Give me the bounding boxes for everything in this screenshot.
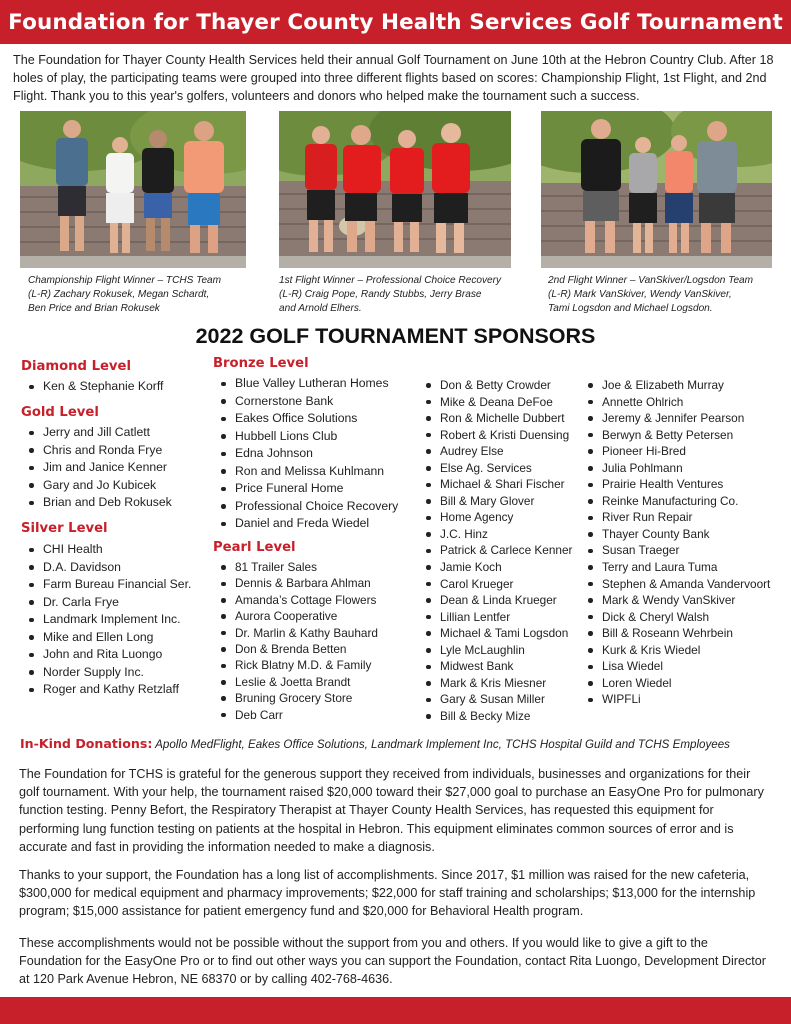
sponsor-list-item: Kurk & Kris Wiedel — [582, 642, 770, 659]
caption-line: and Arnold Elhers. — [279, 303, 362, 315]
sponsor-list-item: WIPFLi — [582, 691, 770, 708]
sponsor-list-item: Ron & Michelle Dubbert — [420, 410, 572, 427]
intro-paragraph: The Foundation for Thayer County Health Services held their annual Golf Tournament on June 10th at the Hebron Country Club. After 18 holes of play, the participating teams were grouped into three different flights based on scores: Championship Flight, 1st Flight, and 2nd Flight. Thank you to this year's golfers, volunteers and donors who helped make the tournament such a success. — [13, 53, 774, 103]
sponsor-list-item: Mark & Kris Miesner — [420, 675, 572, 692]
sponsor-list-item: Thayer County Bank — [582, 526, 770, 543]
sponsor-list-item: Roger and Kathy Retzlaff — [23, 681, 191, 699]
sponsor-list-item: Aurora Cooperative — [215, 608, 378, 624]
sponsor-list-item: Gary and Jo Kubicek — [23, 477, 172, 495]
sponsor-list-item: Price Funeral Home — [215, 480, 398, 498]
sponsor-list-item: Pioneer Hi-Bred — [582, 443, 770, 460]
sponsor-list-item: Robert & Kristi Duensing — [420, 427, 572, 444]
in-kind-donations — [20, 736, 730, 751]
sponsor-list-item: Dennis & Barbara Ahlman — [215, 575, 378, 591]
caption-line: 1st Flight Winner – Professional Choice Recovery — [279, 275, 502, 286]
sponsor-list-item: Mike and Ellen Long — [23, 629, 191, 647]
sponsor-list-item: Michael & Shari Fischer — [420, 476, 572, 493]
sponsor-list-item: Gary & Susan Miller — [420, 691, 572, 708]
sponsor-list-item: Lillian Lentfer — [420, 609, 572, 626]
caption-line: Ben Price and Brian Rokusek — [28, 303, 160, 315]
sponsor-list-item: Eakes Office Solutions — [215, 410, 398, 428]
sponsor-list-item: Carol Krueger — [420, 576, 572, 593]
sponsor-list-item: Ken & Stephanie Korff — [23, 378, 163, 396]
sponsor-list-item: Michael & Tami Logsdon — [420, 625, 572, 642]
bronze-sponsor-list — [215, 375, 398, 533]
sponsor-list-item: Home Agency — [420, 509, 572, 526]
sponsor-list-item: Jim and Janice Kenner — [23, 459, 172, 477]
gold-sponsor-list — [23, 424, 172, 512]
sponsor-list-item: Jerry and Jill Catlett — [23, 424, 172, 442]
first-flight-team-photo — [279, 111, 511, 268]
sponsor-list-item: Dr. Marlin & Kathy Bauhard — [215, 625, 378, 641]
sponsor-list-item: Ron and Melissa Kuhlmann — [215, 463, 398, 481]
sponsor-list-item: Bruning Grocery Store — [215, 690, 378, 706]
championship-caption — [28, 274, 260, 317]
sponsor-list-item: Berwyn & Betty Petersen — [582, 427, 770, 444]
bronze-level-heading: Bronze Level — [213, 356, 309, 371]
sponsor-list-item: Dick & Cheryl Walsh — [582, 609, 770, 626]
sponsor-list-item: Prairie Health Ventures — [582, 476, 770, 493]
sponsor-list-item: Professional Choice Recovery — [215, 498, 398, 516]
sponsor-list-item: Dean & Linda Krueger — [420, 592, 572, 609]
pearl-sponsor-list-col3 — [420, 377, 572, 724]
page-title: Foundation for Thayer County Health Services Golf Tournament — [8, 9, 783, 35]
sponsor-list-item: Don & Betty Crowder — [420, 377, 572, 394]
first-flight-caption — [279, 274, 525, 317]
caption-line: Tami Logsdon and Michael Logsdon. — [548, 303, 713, 315]
sponsor-list-item: Edna Johnson — [215, 445, 398, 463]
diamond-sponsor-list — [23, 378, 163, 396]
championship-team-photo — [20, 111, 246, 268]
sponsor-list-item: Don & Brenda Betten — [215, 641, 378, 657]
pearl-level-heading: Pearl Level — [213, 540, 296, 555]
sponsor-list-item: Daniel and Freda Wiedel — [215, 515, 398, 533]
sponsor-list-item: J.C. Hinz — [420, 526, 572, 543]
in-kind-label: In-Kind Donations: — [20, 736, 153, 751]
header-banner — [0, 0, 791, 44]
caption-line: (L-R) Craig Pope, Randy Stubbs, Jerry Brase — [279, 289, 482, 301]
sponsor-list-item: Joe & Elizabeth Murray — [582, 377, 770, 394]
sponsors-heading: 2022 GOLF TOURNAMENT SPONSORS — [195, 324, 596, 348]
sponsor-list-item: Audrey Else — [420, 443, 572, 460]
sponsor-list-item: Norder Supply Inc. — [23, 664, 191, 682]
sponsor-list-item: Terry and Laura Tuma — [582, 559, 770, 576]
sponsor-list-item: Lyle McLaughlin — [420, 642, 572, 659]
sponsor-list-item: Blue Valley Lutheran Homes — [215, 375, 398, 393]
sponsor-list-item: Hubbell Lions Club — [215, 428, 398, 446]
body-paragraph: These accomplishments would not be possible without the support from you and others. If you would like to give a gift to the Foundation for the EasyOne Pro or to find out other ways you can support the Foundation, contact Rita Luongo, Development Director at 120 Park Avenue Hebron, NE 68370 or by calling 402-768-4636. — [19, 936, 766, 987]
sponsor-list-item: Bill & Roseann Wehrbein — [582, 625, 770, 642]
sponsor-list-item: Landmark Implement Inc. — [23, 611, 191, 629]
sponsor-list-item: Mark & Wendy VanSkiver — [582, 592, 770, 609]
sponsor-list-item: Deb Carr — [215, 707, 378, 723]
footer-bar — [0, 997, 791, 1024]
sponsor-list-item: Jamie Koch — [420, 559, 572, 576]
sponsor-list-item: Reinke Manufacturing Co. — [582, 493, 770, 510]
sponsor-list-item: Susan Traeger — [582, 542, 770, 559]
sponsor-list-item: Rick Blatny M.D. & Family — [215, 657, 378, 673]
sponsor-list-item: Lisa Wiedel — [582, 658, 770, 675]
pearl-sponsor-list — [215, 559, 378, 723]
sponsor-list-item: Loren Wiedel — [582, 675, 770, 692]
sponsor-list-item: Jeremy & Jennifer Pearson — [582, 410, 770, 427]
gold-level-heading: Gold Level — [21, 405, 99, 420]
sponsor-list-item: Annette Ohlrich — [582, 394, 770, 411]
second-flight-caption — [548, 274, 784, 317]
diamond-level-heading: Diamond Level — [21, 359, 131, 374]
sponsor-list-item: Leslie & Joetta Brandt — [215, 674, 378, 690]
sponsor-list-item: Cornerstone Bank — [215, 393, 398, 411]
silver-sponsor-list — [23, 541, 191, 699]
sponsor-list-item: Dr. Carla Frye — [23, 594, 191, 612]
sponsor-list-item: John and Rita Luongo — [23, 646, 191, 664]
silver-level-heading: Silver Level — [21, 521, 108, 536]
body-paragraph: The Foundation for TCHS is grateful for the generous support they received from individuals, businesses and organizations for their golf tournament. With your help, the tournament raised $20,000 toward their $27,000 goal to purchase an EasyOne Pro for pulmonary function testing. Penny Befort, the Respiratory Therapist at Thayer County Health Services, has requested this equipment for performing lung function testing on patients at the hospital in Hebron. This equipment eliminates common sources of error and is accurate and fast in providing the information needed to make a diagnosis. — [19, 767, 764, 854]
caption-line: 2nd Flight Winner – VanSkiver/Logsdon Team — [548, 275, 754, 286]
sponsor-list-item: CHI Health — [23, 541, 191, 559]
caption-line: Championship Flight Winner – TCHS Team — [28, 275, 222, 286]
in-kind-text: Apollo MedFlight, Eakes Office Solutions, Landmark Implement Inc, TCHS Hospital Guild and TCHS Employees — [152, 738, 730, 751]
sponsor-list-item: 81 Trailer Sales — [215, 559, 378, 575]
sponsor-list-item: Mike & Deana DeFoe — [420, 394, 572, 411]
sponsor-list-item: Bill & Mary Glover — [420, 493, 572, 510]
body-paragraph: Thanks to your support, the Foundation has a long list of accomplishments. Since 2017, $1 million was raised for the new cafeteria, $300,000 for medical equipment and pharmacy improvements; $22,000 for staff training and scholarships; $13,000 for the internship program; $15,000 assistance for patient emergency fund and $20,000 for Behavioral Health program. — [19, 868, 756, 919]
sponsor-list-item: Stephen & Amanda Vandervoort — [582, 576, 770, 593]
sponsor-list-item: Brian and Deb Rokusek — [23, 494, 172, 512]
caption-line: (L-R) Zachary Rokusek, Megan Schardt, — [28, 289, 210, 301]
sponsor-list-item: Julia Pohlmann — [582, 460, 770, 477]
sponsor-list-item: Midwest Bank — [420, 658, 572, 675]
sponsor-list-item: River Run Repair — [582, 509, 770, 526]
sponsor-list-item: Else Ag. Services — [420, 460, 572, 477]
pearl-sponsor-list-col4 — [582, 377, 770, 708]
second-flight-team-photo — [541, 111, 772, 268]
sponsor-list-item: Patrick & Carlece Kenner — [420, 542, 572, 559]
sponsor-list-item: Bill & Becky Mize — [420, 708, 572, 725]
sponsor-list-item: D.A. Davidson — [23, 559, 191, 577]
caption-line: (L-R) Mark VanSkiver, Wendy VanSkiver, — [548, 289, 732, 301]
sponsor-list-item: Amanda’s Cottage Flowers — [215, 592, 378, 608]
sponsor-list-item: Chris and Ronda Frye — [23, 442, 172, 460]
sponsor-list-item: Farm Bureau Financial Ser. — [23, 576, 191, 594]
